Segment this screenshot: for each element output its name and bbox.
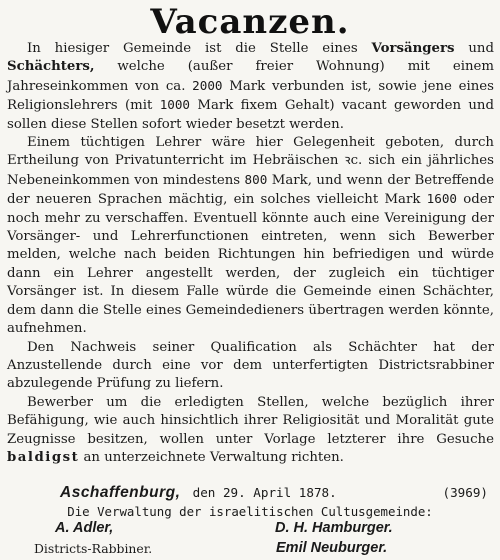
paragraph bbox=[7, 394, 494, 468]
paragraph-text: Den Nachweis seiner Qualification als Schächter hat der Anzustellende durch eine vor dem unterfertigten Districtsrabbiner abzulegende Prüfung zu liefern. bbox=[7, 339, 494, 392]
dateline bbox=[60, 484, 494, 504]
signature-rabbi-role: Districts-Rabbiner. bbox=[34, 541, 153, 556]
emphasized-text: Vorsängers bbox=[371, 41, 455, 56]
paragraph-text: und bbox=[454, 41, 494, 56]
emphasized-text: Schächters, bbox=[7, 59, 95, 75]
paragraph-text: oder noch mehr zu verschaffen. Eventuell könnte auch eine Vereinigung der Vorsänger- und Lehrerfunctionen eintreten, wenn sich Bewerber melden, welche nach beiden Richtungen hin befriedigen und würde dann ein Lehrer angestellt werden, der zugleich ein tüchtiger Vorsänger ist. In diesem Falle würde die Gemeinde einen Schächter, dem dann die Stelle eines Gemeindedieners übertragen werden könnte, aufnehmen. bbox=[7, 192, 494, 337]
paragraph-text: Mark verbunden ist, sowie jene eines Religionslehrers (mit bbox=[7, 78, 494, 114]
paragraph bbox=[7, 134, 494, 338]
advertisement-title: Vacanzen. bbox=[150, 2, 350, 42]
paragraph bbox=[7, 40, 494, 134]
advertisement-body bbox=[7, 40, 494, 467]
issuer-line: Die Verwaltung der israelitischen Cultusgemeinde: bbox=[67, 504, 433, 519]
dateline-date: den 29. April 1878. bbox=[192, 485, 337, 500]
paragraph-text: Mark, und wenn der Betreffende der neueren Sprachen mächtig, ein solches vielleicht Mark bbox=[7, 172, 494, 208]
paragraph-text: In hiesiger Gemeinde ist die Stelle eines bbox=[27, 41, 372, 56]
paragraph-text: an unterzeichnete Verwaltung richten. bbox=[79, 449, 344, 465]
paragraph-text: Einem tüchtigen Lehrer wäre hier Gelegenheit geboten, durch Ertheilung von Privatunterricht im Hebräischen ꝛc. sich ein jährliches Nebeneinkommen von mindestens bbox=[7, 135, 494, 188]
paragraph-text: welche (außer freier Wohnung) mit einem Jahreseinkommen von ca. bbox=[7, 59, 494, 94]
signature-board-member-2: Emil Neuburger. bbox=[276, 540, 388, 556]
dateline-place: Aschaffenburg, bbox=[60, 484, 181, 501]
signature-rabbi-name: A. Adler, bbox=[55, 520, 114, 536]
reference-number: (3969) bbox=[442, 485, 488, 500]
paragraph-text: Bewerber um die erledigten Stellen, welche bezüglich ihrer Befähigung, wie auch hinsichtlich ihrer Religiosität und Moralität gute Zeugnisse besitzen, wollen unter Vorlage letzterer ihre Gesuche bbox=[7, 394, 494, 447]
emphasized-text: 800 bbox=[244, 171, 268, 187]
signature-board-member-1: D. H. Hamburger. bbox=[275, 520, 393, 536]
emphasized-text: 1000 bbox=[159, 97, 191, 113]
emphasized-text: 2000 bbox=[192, 77, 223, 93]
emphasized-text: 1600 bbox=[426, 191, 457, 207]
paragraph bbox=[7, 339, 494, 394]
paragraph-text: Mark fixem Gehalt) vacant geworden und sollen diese Stellen sofort wieder besetzt werden. bbox=[7, 98, 494, 132]
emphasized-text: baldigst bbox=[7, 449, 80, 465]
